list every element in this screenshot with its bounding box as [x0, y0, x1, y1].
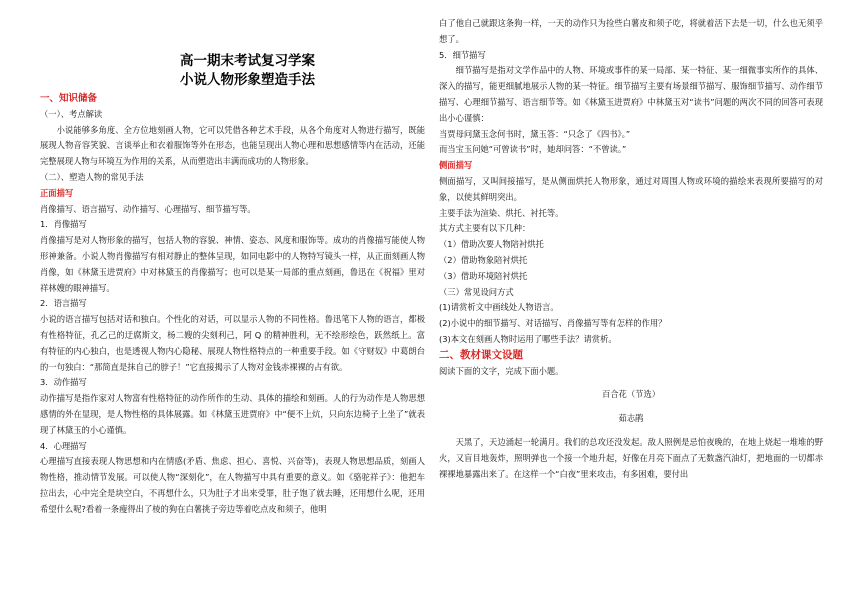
passage-paragraph: 天黑了，天边涌起一轮满月。我们的总攻还没发起。敌人照例是忌怕夜晚的，在地上烧起一堆堆的野火，又盲目地轰炸，照明弹也一个接一个地升起，好像在月亮下面点了无数盏汽油灯，把地面的一切都赤裸裸地暴露出来了。在这样一个“白夜”里来攻击，有多困难，要付出 — [439, 436, 823, 479]
right-column — [439, 0, 823, 607]
passage-author: 茹志鹃 — [618, 413, 644, 424]
section-heading-textbook: 二、教材课文设题 — [439, 348, 523, 361]
paragraph-action: 动作描写是指作家对人物富有性格特征的动作所作的生动、具体的描绘和刻画。人的行为动作是人物思想感情的外在显现，是人物性格的具体展露。如《林黛玉进贾府》中“便不上炕，只向东边椅子上坐了”就表现了林黛玉的小心谨慎。 — [40, 393, 425, 435]
left-column — [40, 0, 425, 607]
quote-jiamu: 当贾母问黛玉念何书时，黛玉答：“只念了《四书》。” — [439, 128, 631, 139]
paragraph-ways: 其方式主要有以下几种： — [439, 223, 531, 234]
quote-baoyu: 而当宝玉问她“可曾读书”时，她却问答：“不曾读。” — [439, 144, 627, 155]
heading-portrait: 1．肖像描写 — [40, 219, 87, 230]
reading-instruction: 阅读下面的文字，完成下面小题。 — [439, 365, 564, 376]
subheading-methods: （二）、塑造人物的常见手法 — [40, 171, 144, 182]
paragraph-language: 小说的语言描写包括对话和独白。个性化的对话，可以显示人物的不同性格。鲁迅笔下人物的语言，都极有性格特征，孔乙己的迂腐斯文，杨二嫂的尖刻利己，阿 Q 的精神胜利，无不绘形绘色，跃然纸上。富有特征的内心独白，也是透视人物内心隐秘、展现人物性格特点的一种重要手段。如《守财奴》中葛朗台的一句独白：“那简直是抹自己的脖子！”它直接揭示了人物对金钱赤裸裸的占有欲。 — [40, 314, 425, 372]
question-3: (3)本文在刻画人物时运用了哪些手法？请赏析。 — [439, 333, 617, 344]
paragraph-psychology: 心理描写直接表现人物思想和内在情感(矛盾、焦虑、担心、喜悦、兴奋等)，表现人物思想品质，刻画人物性格，推动情节发展。可以使人物“深刻化”，在人物描写中具有重要的意义。如《骆驼祥子》：他把车拉出去，心中完全是块空白，不再想什么，只为肚子才出来受罪，肚子饱了就去睡，还用想什么呢，还用希望什么呢?看着一条瘦得出了棱的狗在白薯挑子旁边等着吃点皮和须子，他明 — [40, 456, 425, 514]
subheading-exam-points: （一）、考点解读 — [40, 108, 103, 119]
label-indirect-description: 侧面描写 — [439, 160, 473, 171]
methods-list: 肖像描写、语言描写、动作描写、心理描写、细节描写等。 — [40, 203, 256, 214]
paragraph-indirect: 侧面描写，又叫间接描写，是从侧面烘托人物形象，通过对周围人物或环境的描绘来表现所要描写的对象，以使其鲜明突出。 — [439, 175, 823, 202]
heading-psychology: 4．心理描写 — [40, 440, 87, 451]
doc-subtitle: 小说人物形象塑造手法 — [180, 72, 315, 88]
heading-detail: 5．细节描写 — [439, 49, 486, 60]
doc-title: 高一期末考试复习学案 — [180, 53, 315, 69]
paragraph-intro: 小说能够多角度、全方位地刻画人物，它可以凭借各种艺术手段，从各个角度对人物进行描写，既能展现人物音容笑貌、言谈举止和衣着服饰等外在形态，也能呈现出人物心理和思想感情等内在活动，还能完整展现人物与环境互为作用的关系，从而塑造出丰满而成功的人物形象。 — [40, 124, 425, 167]
list-item-2: （2）借助物象陪衬烘托 — [439, 254, 528, 265]
section-heading-knowledge: 一、知识储备 — [40, 93, 98, 104]
heading-action: 3．动作描写 — [40, 377, 87, 388]
paragraph-continued: 白了他自己就跟这条狗一样，一天的动作只为捡些白薯皮和须子吃，将就着活下去是一切，什么也无须乎想了。 — [439, 18, 823, 44]
paragraph-portrait: 肖像描写是对人物形象的描写，包括人物的容貌、神情、姿态、风度和服饰等。成功的肖像描写能使人物形神兼备。小说人物肖像描写有相对静止的整体呈现，如同电影中的人物特写镜头一样，从正面刻画人物肖像，如《林黛玉进贾府》中对林黛玉的肖像描写；也可以是某一局部的重点刻画，鲁迅在《祝福》里对祥林嫂的眼神描写。 — [40, 235, 425, 293]
subheading-question-types: （三）常见设问方式 — [439, 286, 514, 297]
paragraph-techniques: 主要手法为渲染、烘托、衬托等。 — [439, 207, 564, 218]
question-2: (2)小说中的细节描写、对话描写、肖像描写等有怎样的作用？ — [439, 318, 667, 329]
heading-language: 2．语言描写 — [40, 298, 87, 309]
label-direct-description: 正面描写 — [40, 187, 74, 198]
list-item-3: （3）借助环境陪衬烘托 — [439, 270, 528, 281]
passage-title: 百合花（节选） — [601, 389, 661, 400]
paragraph-detail: 细节描写是指对文学作品中的人物、环境或事件的某一局部、某一特征、某一细微事实所作的具体、深入的描写，能更细腻地展示人物的某一特征。细节描写主要有场景细节描写、服饰细节描写、动作细节描写、心理细节描写、语言细节等。如《林黛玉进贾府》中林黛玉对“读书”问题的两次不同的回答可表现出小心谨慎： — [439, 65, 823, 123]
question-1: (1)请赏析文中画线处人物语言。 — [439, 302, 559, 313]
list-item-1: （1）借助次要人物陪衬烘托 — [439, 239, 544, 250]
